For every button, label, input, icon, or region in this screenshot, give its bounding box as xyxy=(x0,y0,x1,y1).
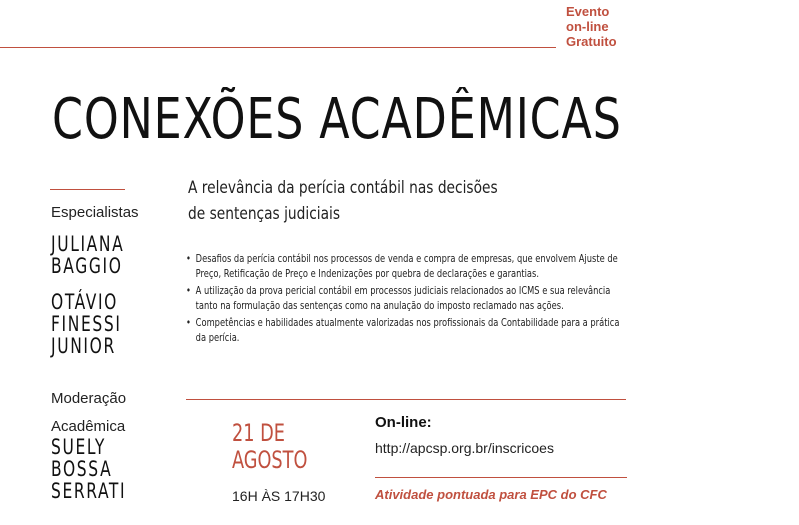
event-line-2: on-line xyxy=(566,19,609,34)
specialist-1-first: JULIANA xyxy=(51,232,125,256)
list-item: • Desafios da perícia contábil nos processos de venda e compra de empresas, que envolvem Ajuste de Preço, Retificação de Preço e Indenizações por quebra de declarações e garantias. xyxy=(186,252,626,282)
event-date xyxy=(232,420,307,474)
list-item: • A utilização da prova pericial contábil em processos judiciais relacionados ao ICMS e sua relevância tanto na formulação das sentenças como na anulação do imposto reclamado nas ações. xyxy=(186,284,626,314)
note-divider xyxy=(375,477,627,478)
event-badge xyxy=(566,4,617,49)
topic-list xyxy=(186,252,626,348)
list-item: • Competências e habilidades atualmente valorizadas nos profissionais da Contabilidade para a prática da perícia. xyxy=(186,316,626,346)
specialist-2-last: JUNIOR xyxy=(51,334,116,358)
moderation-label-line-2: Acadêmica xyxy=(51,418,126,435)
event-date-month: AGOSTO xyxy=(232,446,308,474)
talk-subtitle-line-1: A relevância da perícia contábil nas decisões xyxy=(188,178,498,198)
talk-subtitle-line-2: de sentenças judiciais xyxy=(188,204,341,224)
moderator-first: SUELY xyxy=(51,435,106,459)
event-time: 16H ÀS 17H30 xyxy=(232,488,326,504)
top-divider xyxy=(0,47,556,48)
event-date-day: 21 DE xyxy=(232,419,285,447)
specialists-label: Especialistas xyxy=(51,204,139,221)
epc-note: Atividade pontuada para EPC do CFC xyxy=(375,487,607,502)
moderator-name xyxy=(51,436,126,502)
registration-link[interactable]: http://apcsp.org.br/inscricoes xyxy=(375,440,554,456)
moderator-last: SERRATI xyxy=(51,479,127,503)
specialist-1-last: BAGGIO xyxy=(51,254,123,278)
moderation-label xyxy=(51,385,126,441)
specialist-name-1 xyxy=(51,233,124,277)
specialist-2-first: OTÁVIO xyxy=(51,290,119,314)
page-title: CONEXÕES ACADÊMICAS xyxy=(52,87,622,152)
content-divider xyxy=(186,399,626,400)
specialist-name-2 xyxy=(51,291,122,357)
specialists-divider xyxy=(50,189,125,190)
moderation-label-line-1: Moderação xyxy=(51,390,127,407)
event-line-3: Gratuito xyxy=(566,34,617,49)
event-line-1: Evento xyxy=(566,4,610,19)
specialist-2-middle: FINESSI xyxy=(51,312,122,336)
moderator-middle: BOSSA xyxy=(51,457,113,481)
talk-subtitle xyxy=(188,175,498,227)
online-label: On-line: xyxy=(375,414,432,431)
